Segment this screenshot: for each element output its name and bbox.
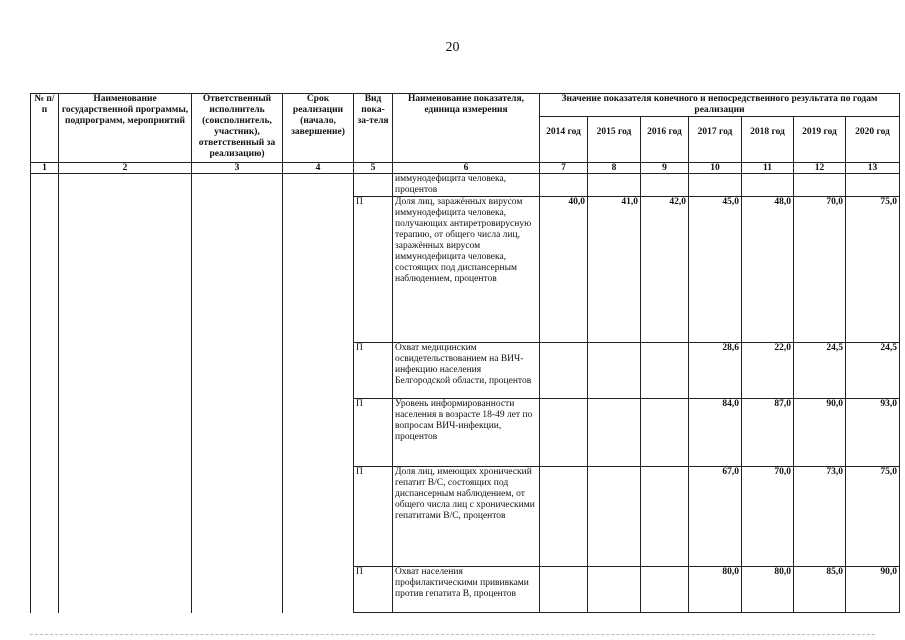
header-indicator-name: Наименование показателя, единица измерения bbox=[393, 94, 540, 163]
indicator-type: П bbox=[354, 399, 393, 467]
value-cell: 24,5 bbox=[794, 343, 846, 399]
value-cell: 45,0 bbox=[689, 197, 742, 343]
value-cell bbox=[689, 174, 742, 197]
value-cell: 22,0 bbox=[742, 343, 794, 399]
value-cell bbox=[588, 399, 641, 467]
value-cell: 90,0 bbox=[846, 567, 900, 613]
value-cell: 93,0 bbox=[846, 399, 900, 467]
indicator-type bbox=[354, 174, 393, 197]
value-cell bbox=[588, 174, 641, 197]
value-cell: 28,6 bbox=[689, 343, 742, 399]
value-cell: 24,5 bbox=[846, 343, 900, 399]
value-cell bbox=[540, 343, 588, 399]
value-cell bbox=[641, 467, 689, 567]
value-cell bbox=[794, 174, 846, 197]
indicator-name: иммунодефицита человека, процентов bbox=[393, 174, 540, 197]
header-year: 2015 год bbox=[588, 117, 641, 163]
value-cell: 70,0 bbox=[794, 197, 846, 343]
column-number: 10 bbox=[689, 163, 742, 174]
indicators-table bbox=[30, 93, 900, 613]
cell-term-empty bbox=[283, 174, 354, 613]
value-cell bbox=[540, 567, 588, 613]
header-indicator-type: Вид пока-за-теля bbox=[354, 94, 393, 163]
indicator-type: П bbox=[354, 197, 393, 343]
indicator-name: Охват населения профилактическими прививками против гепатита В, процентов bbox=[393, 567, 540, 613]
cell-executor-empty bbox=[192, 174, 283, 613]
column-number: 2 bbox=[59, 163, 192, 174]
header-year: 2020 год bbox=[846, 117, 900, 163]
indicator-type: П bbox=[354, 467, 393, 567]
indicator-name: Доля лиц, имеющих хронический гепатит В/С, состоящих под диспансерным наблюдением, от общего числа лиц с хроническими гепатитами В/С, процентов bbox=[393, 467, 540, 567]
value-cell bbox=[540, 174, 588, 197]
value-cell bbox=[641, 399, 689, 467]
value-cell: 75,0 bbox=[846, 197, 900, 343]
header-number: № п/п bbox=[31, 94, 59, 163]
column-number: 13 bbox=[846, 163, 900, 174]
indicator-name: Доля лиц, заражённых вирусом иммунодефицита человека, получающих антиретровирусную терапию, от общего числа лиц, заражённых вирусом иммунодефицита человека, состоящих под диспансерным наблюдением, процентов bbox=[393, 197, 540, 343]
indicator-type: П bbox=[354, 343, 393, 399]
value-cell bbox=[846, 174, 900, 197]
value-cell bbox=[742, 174, 794, 197]
value-cell: 67,0 bbox=[689, 467, 742, 567]
value-cell: 40,0 bbox=[540, 197, 588, 343]
cell-program-empty bbox=[59, 174, 192, 613]
header-year: 2019 год bbox=[794, 117, 846, 163]
column-number: 4 bbox=[283, 163, 354, 174]
header-values: Значение показателя конечного и непосредственного результата по годам реализации bbox=[540, 94, 900, 117]
value-cell: 75,0 bbox=[846, 467, 900, 567]
value-cell: 42,0 bbox=[641, 197, 689, 343]
header-year: 2014 год bbox=[540, 117, 588, 163]
value-cell: 84,0 bbox=[689, 399, 742, 467]
value-cell bbox=[588, 343, 641, 399]
column-number: 9 bbox=[641, 163, 689, 174]
page-bottom-rule bbox=[30, 634, 875, 635]
column-number: 1 bbox=[31, 163, 59, 174]
column-number: 7 bbox=[540, 163, 588, 174]
header-program-name: Наименование государственной программы, подпрограмм, мероприятий bbox=[59, 94, 192, 163]
column-number: 5 bbox=[354, 163, 393, 174]
header-year: 2018 год bbox=[742, 117, 794, 163]
indicator-name: Уровень информированности населения в возрасте 18-49 лет по вопросам ВИЧ-инфекции, процентов bbox=[393, 399, 540, 467]
value-cell bbox=[641, 567, 689, 613]
value-cell bbox=[588, 467, 641, 567]
header-term: Срок реализации (начало, завершение) bbox=[283, 94, 354, 163]
header-executor: Ответственный исполнитель (соисполнитель, участник), ответственный за реализацию) bbox=[192, 94, 283, 163]
column-number: 12 bbox=[794, 163, 846, 174]
indicator-name: Охват медицинским освидетельствованием на ВИЧ-инфекцию населения Белгородской области, процентов bbox=[393, 343, 540, 399]
value-cell bbox=[540, 467, 588, 567]
value-cell bbox=[540, 399, 588, 467]
column-number: 6 bbox=[393, 163, 540, 174]
value-cell bbox=[588, 567, 641, 613]
value-cell: 90,0 bbox=[794, 399, 846, 467]
value-cell: 48,0 bbox=[742, 197, 794, 343]
column-number: 8 bbox=[588, 163, 641, 174]
cell-number-empty bbox=[31, 174, 59, 613]
value-cell bbox=[641, 343, 689, 399]
header-year: 2017 год bbox=[689, 117, 742, 163]
header-year: 2016 год bbox=[641, 117, 689, 163]
column-number: 11 bbox=[742, 163, 794, 174]
value-cell bbox=[641, 174, 689, 197]
value-cell: 87,0 bbox=[742, 399, 794, 467]
column-number: 3 bbox=[192, 163, 283, 174]
value-cell: 41,0 bbox=[588, 197, 641, 343]
value-cell: 80,0 bbox=[689, 567, 742, 613]
value-cell: 73,0 bbox=[794, 467, 846, 567]
indicator-type: П bbox=[354, 567, 393, 613]
value-cell: 85,0 bbox=[794, 567, 846, 613]
value-cell: 80,0 bbox=[742, 567, 794, 613]
value-cell: 70,0 bbox=[742, 467, 794, 567]
page-number: 20 bbox=[445, 40, 460, 55]
